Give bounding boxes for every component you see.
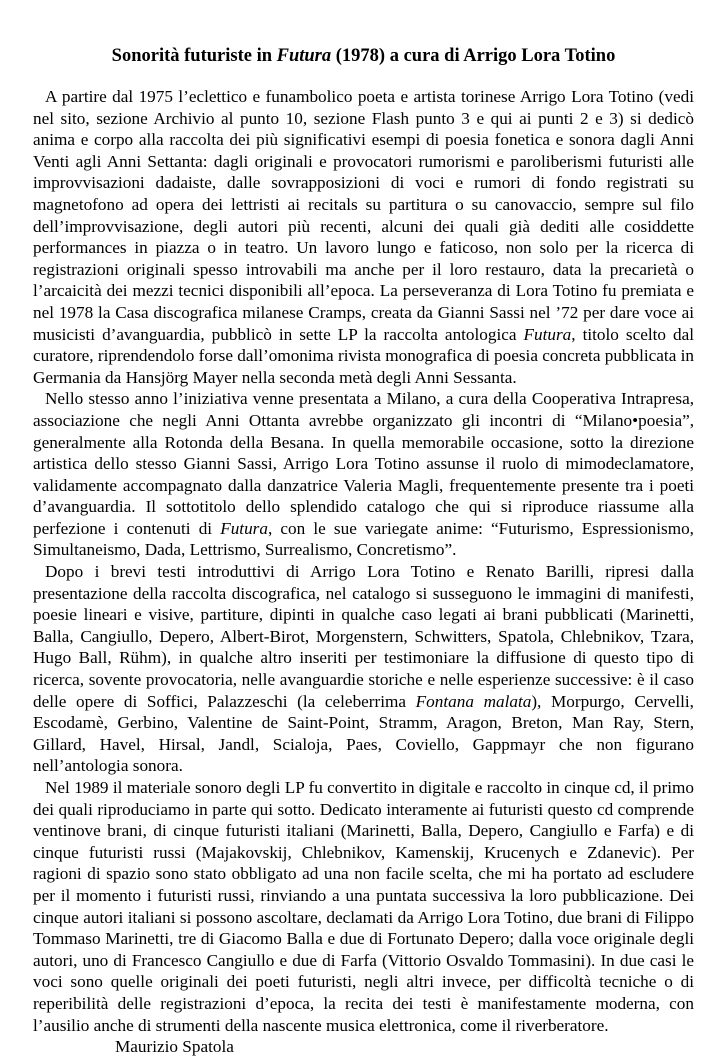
italic-title-ref: Futura: [220, 518, 268, 538]
paragraph-text: , titolo scelto dal curatore, riprendendolo forse dall’omonima rivista monografica di poesia concreta pubblicata in Germania da Hansjörg Mayer nella seconda metà degli Anni Sessanta.: [33, 324, 694, 387]
paragraph-4: [33, 777, 694, 1036]
title-text-end: (1978) a cura di Arrigo Lora Totino: [331, 46, 616, 66]
paragraph-text: Nello stesso anno l’iniziativa venne presentata a Milano, a cura della Cooperativa Intrapresa, associazione che negli Anni Ottanta avrebbe organizzato gli incontri di “Milano•poesia”, generalmente alla Rotonda della Besana. In quella memorabile occasione, sotto la direzione artistica dello stesso Gianni Sassi, Arrigo Lora Totino assunse il ruolo di mimodeclamatore, validamente accompagnato dalla danzatrice Valeria Magli, frequentemente presente tra i poeti d’avanguardia. Il sottotitolo dello splendido catalogo che qui si riproduce riassume alla perfezione i contenuti di: [33, 389, 694, 538]
paragraph-text: A partire dal 1975 l’eclettico e funambolico poeta e artista torinese Arrigo Lora Totino (vedi nel sito, sezione Archivio al punto 10, sezione Flash punto 3 e qui ai punti 2 e 3) si dedicò anima e corpo alla raccolta dei più significativi esempi di poesia fonetica e sonora dagli Anni Venti agli Anni Settanta: dagli originali e provocatori rumorismi e paroliberismi futuristi alle improvvisazioni dadaiste, dalle sovrapposizioni di voci e rumori di fondo registrati su magnetofono ad opera dei lettristi ai recitals su partitura o su canovaccio, sempre sul filo dell’improvvisazione, degli autori più recenti, alcuni dei quali già dediti alle cosiddette performances in piazza o in teatro. Un lavoro lungo e faticoso, non solo per la ricerca di registrazioni originali spesso introvabili ma anche per il loro restauro, data la precarietà o l’arcaicità dei mezzi tecnici disponibili all’epoca. La perseveranza di Lora Totino fu premiata e nel 1978 la Casa discografica milanese Cramps, creata da Gianni Sassi nel ’72 per dare voce ai musicisti d’avanguardia, pubblicò in sette LP la raccolta antologica: [33, 87, 694, 344]
paragraph-text: Nel 1989 il materiale sonoro degli LP fu convertito in digitale e raccolto in cinque cd, il primo dei quali riproduciamo in parte qui sotto. Dedicato interamente ai futuristi questo cd comprende ventinove brani, di cinque futuristi italiani (Marinetti, Balla, Depero, Cangiullo e Farfa) e di cinque futuristi russi (Majakovskij, Chlebnikov, Kamenskij, Krucenych e Zdanevic). Per ragioni di spazio sono stato obbligato ad una non facile scelta, che mi ha portato ad escludere per il momento i futuristi russi, rinviando a una puntata successiva la loro pubblicazione. Dei cinque autori italiani si possono ascoltare, declamati da Arrigo Lora Totino, due brani di Filippo Tommaso Marinetti, tre di Giacomo Balla e due di Fortunato Depero; dalla voce originale degli autori, uno di Francesco Cangiullo e due di Farfa (Vittorio Osvaldo Tommasini). In due casi le voci sono quelle originali dei poeti futuristi, negli altri invece, per difficoltà tecniche o di reperibilità delle registrazioni d’epoca, la recita dei testi è manifestamente moderna, con l’ausilio anche di strumenti della nascente musica elettronica, come il riverberatore.: [33, 778, 694, 1035]
paragraph-1: [33, 86, 694, 388]
paragraph-text: , con le sue variegate anime: “Futurismo, Espressionismo, Simultaneismo, Dada, Lettrismo, Surrealismo, Concretismo”.: [33, 518, 694, 560]
italic-title-ref: Fontana malata: [415, 691, 532, 711]
author-signature: Maurizio Spatola: [115, 1037, 234, 1057]
title-italic-futura: Futura: [276, 46, 332, 66]
paragraph-text: ), Morpurgo, Cervelli, Escodamè, Gerbino, Valentine de Saint-Point, Stramm, Aragon, Breton, Man Ray, Stern, Gillard, Havel, Hirsal, Jandl, Scialoja, Paes, Coviello, Gappmayr che non figurano nell’antologia sonora.: [33, 691, 694, 776]
article-body: [33, 86, 694, 1036]
title-text-start: Sonorità futuriste in: [111, 46, 277, 66]
paragraph-text: Dopo i brevi testi introduttivi di Arrigo Lora Totino e Renato Barilli, ripresi dalla presentazione della raccolta discografica, nel catalogo si susseguono le immagini di manifesti, poesie lineari e visive, partiture, dipinti in qualche caso legati ai brani pubblicati (Marinetti, Balla, Cangiullo, Depero, Albert-Birot, Morgenstern, Schwitters, Spatola, Chlebnikov, Tzara, Hugo Ball, Rühm), in qualche altro inseriti per testimoniare la diffusione di questo tipo di ricerca, sovente provocatoria, nelle avanguardie storiche e nelle esperienze successive: è il caso delle opere di Soffici, Palazzeschi (la celeberrima: [33, 562, 694, 711]
paragraph-2: [33, 388, 694, 561]
document-title: [33, 44, 694, 68]
paragraph-3: [33, 561, 694, 777]
italic-title-ref: Futura: [523, 324, 572, 344]
